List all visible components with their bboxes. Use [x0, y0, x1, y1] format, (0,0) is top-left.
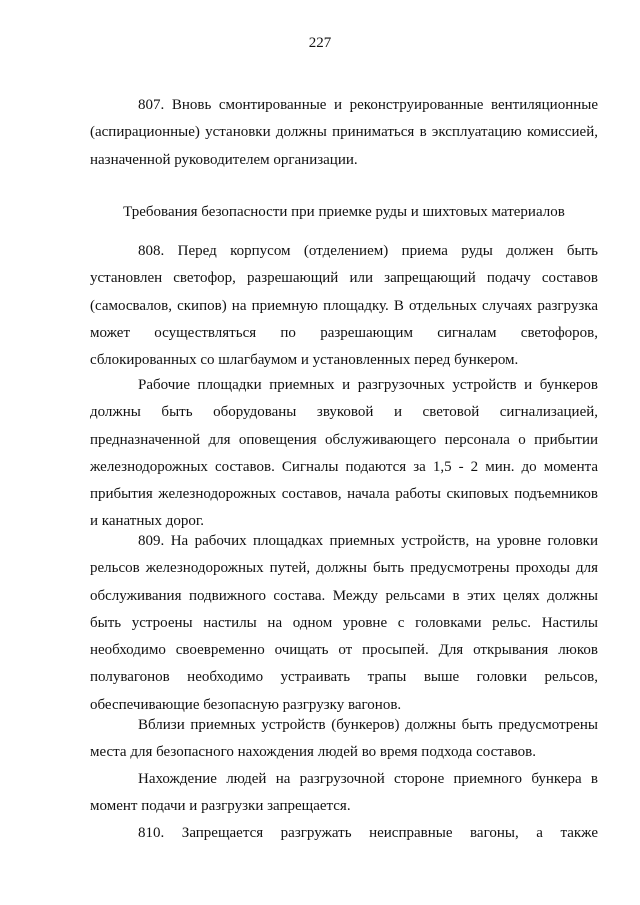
- paragraph-807: 807. Вновь смонтированные и реконструированные вентиляционные (аспирационные) установки должны приниматься в эксплуатацию комиссией, назначенной руководителем организации.: [90, 97, 598, 168]
- section-heading: Требования безопасности при приемке руды и шихтовых материалов: [123, 204, 565, 220]
- paragraph-809-continuation-1: Вблизи приемных устройств (бункеров) должны быть предусмотрены места для безопасного нахождения людей во время подхода составов.: [90, 717, 598, 761]
- paragraph-809b-block: [90, 712, 598, 767]
- section-heading-block: [90, 200, 598, 224]
- paragraph-810-text: 810. Запрещается разгружать неисправные вагоны, а также: [138, 825, 598, 841]
- paragraph-809c-block: [90, 766, 598, 821]
- paragraph-807-block: [90, 92, 598, 174]
- paragraph-810: [90, 820, 598, 847]
- paragraph-809-block: [90, 528, 598, 719]
- paragraph-810-block: [90, 820, 598, 847]
- page-number: 227: [308, 35, 332, 51]
- paragraph-808-block: [90, 238, 598, 374]
- paragraph-808b-block: [90, 372, 598, 536]
- paragraph-809: 809. На рабочих площадках приемных устройств, на уровне головки рельсов железнодорожных путей, должны быть предусмотрены проходы для обслуживания подвижного состава. Между рельсами в этих целях должны быть устроены настилы на одном уровне с головками рельс. Настилы необходимо своевременно очищать от просыпей. Для открывания люков полувагонов необходимо устраивать трапы выше головки рельсов, обеспечивающие безопасную разгрузку вагонов.: [90, 533, 598, 713]
- paragraph-808-continuation: Рабочие площадки приемных и разгрузочных устройств и бункеров должны быть оборудованы звуковой и световой сигнализацией, предназначенной для оповещения обслуживающего персонала о прибытии железнодорожных составов. Сигналы подаются за 1,5 - 2 мин. до момента прибытия железнодорожных составов, начала работы скиповых подъемников и канатных дорог.: [90, 377, 598, 530]
- paragraph-808: 808. Перед корпусом (отделением) приема руды должен быть установлен светофор, разрешающий или запрещающий подачу составов (самосвалов, скипов) на приемную площадку. В отдельных случаях разгрузка может осуществляться по разрешающим сигналам светофоров, сблокированных со шлагбаумом и установленных перед бункером.: [90, 243, 598, 369]
- paragraph-809-continuation-2: Нахождение людей на разгрузочной стороне приемного бункера в момент подачи и разгрузки запрещается.: [90, 771, 598, 815]
